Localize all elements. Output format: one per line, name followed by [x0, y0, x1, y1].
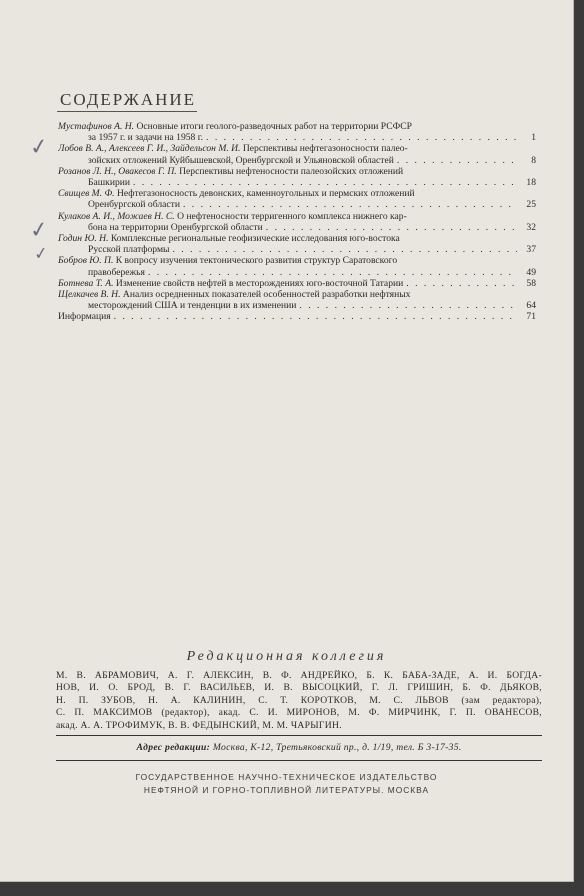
toc-entry: [58, 211, 536, 233]
divider: [56, 760, 542, 761]
toc-entry: [58, 289, 536, 311]
table-of-contents: [58, 121, 536, 323]
toc-entry-line: [58, 177, 536, 188]
toc-entry-line: [58, 233, 536, 244]
toc-entry: [58, 233, 536, 255]
toc-entry-line: [58, 255, 536, 266]
toc-entry-title: К вопросу изучения тектонического развития структур Саратовского: [115, 255, 398, 267]
toc-entry-line: [58, 121, 536, 132]
toc-entry-line: [58, 211, 536, 222]
editorial-board-members: [56, 670, 542, 732]
publisher-line-1: ГОСУДАРСТВЕННОЕ НАУЧНО-ТЕХНИЧЕСКОЕ ИЗДАТЕЛЬСТВО: [135, 772, 438, 782]
toc-entry-title: Информация: [58, 311, 111, 323]
editorial-board-line: М. В. АБРАМОВИЧ, А. Г. АЛЕКСИН, В. Ф. АНДРЕЙКО, Б. К. БАБА-ЗАДЕ, А. И. БОГДА-: [56, 670, 542, 681]
publisher-imprint: [0, 771, 573, 796]
address-text: Москва, К-12, Третьяковский пр., д. 1/19, тел. Б 3-17-35.: [212, 742, 462, 753]
toc-entry-author: Мустафинов А. Н.: [58, 121, 135, 132]
toc-entry: [58, 278, 536, 289]
toc-entry-author: Лобов В. А., Алексеев Г. И., Зайдельсон М. И.: [58, 143, 241, 155]
toc-entry-author: Щелкачев В. Н.: [58, 289, 121, 301]
toc-page-number: 18: [526, 177, 536, 189]
toc-entry-title: бона на территории Оренбургской области: [88, 221, 263, 233]
toc-entry-line: [58, 289, 536, 300]
editorial-board-line: Н. П. ЗУБОВ, Н. А. КАЛИНИН, С. Т. КОРОТКОВ, М. С. ЛЬВОВ (зам редактора),: [56, 694, 542, 706]
toc-page-number: 49: [526, 266, 536, 278]
editorial-board-line: акад. А. А. ТРОФИМУК, В. В. ФЕДЫНСКИЙ, М. М. ЧАРЫГИН.: [56, 719, 342, 731]
toc-leader-dots: [406, 278, 517, 289]
toc-leader-dots: [148, 267, 517, 278]
toc-leader-dots: [206, 132, 517, 143]
toc-entry-line: [58, 166, 536, 177]
editorial-board-line: НОВ, И. О. БРОД, В. Г. ВАСИЛЬЕВ, И. В. ВЫСОЦКИЙ, Г. Л. ГРИШИН, Б. Ф. ДЬЯКОВ,: [56, 682, 542, 694]
toc-entry-author: Розанов Л. Н., Овакесов Г. П.: [58, 165, 177, 177]
toc-leader-dots: [299, 300, 517, 311]
toc-entry-title: Нефтегазоносность девонских, каменноугольных и пермских отложений: [116, 188, 415, 200]
pencil-check-mark-icon: ✓: [28, 133, 51, 162]
toc-entry-author: Свищев М. Ф.: [58, 188, 115, 200]
toc-entry-title: Башкирии: [88, 177, 131, 189]
toc-entry-title: Анализ осредненных показателей особенностей разработки нефтяных: [122, 289, 411, 301]
toc-entry-author: Бобров Ю. П.: [58, 255, 114, 267]
toc-entry-author: Ботнева Т. А.: [58, 277, 114, 289]
toc-entry-title: за 1957 г. и задачи на 1958 г.: [88, 132, 204, 144]
toc-entry: [58, 188, 536, 210]
editorial-board-line: С. П. МАКСИМОВ (редактор), акад. С. И. МИРОНОВ, М. Ф. МИРЧИНК, Г. П. ОВАНЕСОВ,: [56, 707, 542, 719]
toc-entry-line: [58, 143, 536, 154]
editorial-address: [56, 742, 542, 753]
toc-entry-title: месторождений США и тенденции в их изменении: [88, 300, 297, 312]
toc-entry-title: Перспективы нефтеносности палеозойских отложений: [179, 165, 404, 177]
toc-entry-title: Основные итоги геолого-разведочных работ на территории РСФСР: [136, 121, 412, 132]
toc-entry-title: правобережья: [88, 266, 145, 278]
toc-entry: [58, 166, 536, 188]
toc-entry: [58, 311, 536, 322]
toc-entry-line: [58, 188, 536, 199]
toc-page-number: 1: [531, 132, 536, 144]
editorial-board-title: Редакционная коллегия: [186, 649, 387, 664]
toc-leader-dots: [266, 222, 517, 233]
toc-entry: [58, 255, 536, 277]
toc-page-number: 32: [526, 221, 536, 233]
toc-entry-line: [58, 267, 536, 278]
toc-leader-dots: [114, 311, 517, 322]
toc-leader-dots: [172, 244, 517, 255]
toc-entry-line: [58, 222, 536, 233]
toc-page-number: 37: [526, 244, 536, 256]
publisher-line-2: НЕФТЯНОЙ И ГОРНО-ТОПЛИВНОЙ ЛИТЕРАТУРЫ. МОСКВА: [143, 784, 430, 795]
toc-entry-title: Русской платформы: [88, 244, 170, 256]
toc-entry-line: [58, 244, 536, 255]
toc-entry-title: Перспективы нефтегазоносности палео-: [242, 143, 408, 155]
toc-leader-dots: [183, 199, 517, 210]
toc-entry-line: [58, 155, 536, 166]
pencil-check-mark-icon: ✓: [28, 216, 51, 245]
toc-entry-line: [58, 278, 536, 289]
pencil-check-mark-icon: ✓: [32, 243, 50, 265]
toc-entry-line: [58, 199, 536, 210]
toc-page-number: 25: [526, 199, 536, 211]
toc-entry-title: Оренбургской области: [88, 199, 180, 211]
toc-entry-title: О нефтеносности терригенного комплекса нижнего кар-: [177, 210, 407, 222]
toc-page-number: 71: [526, 311, 536, 323]
toc-title-underline: [57, 111, 197, 112]
divider: [56, 735, 542, 736]
toc-entry-title: Комплексные региональные геофизические исследования юго-востока: [110, 233, 400, 245]
toc-entry-title: Изменение свойств нефтей в месторождениях юго-восточной Татарии: [115, 277, 404, 289]
toc-entry-line: [58, 300, 536, 311]
toc-entry: [58, 143, 536, 165]
toc-leader-dots: [397, 155, 517, 166]
address-label: Адрес редакции:: [136, 742, 211, 753]
toc-entry: [58, 121, 536, 143]
toc-page-number: 58: [526, 277, 536, 289]
toc-entry-title: зойских отложений Куйбышевской, Оренбургской и Ульяновской областей: [88, 154, 394, 166]
toc-title: СОДЕРЖАНИЕ: [60, 90, 197, 109]
toc-page-number: 8: [531, 154, 536, 166]
toc-entry-line: [58, 132, 536, 143]
toc-entry-line: [58, 311, 536, 322]
toc-entry-author: Годин Ю. Н.: [58, 233, 109, 245]
toc-leader-dots: [133, 177, 517, 188]
toc-entry-author: Кулаков А. И., Можаев Н. С.: [58, 210, 175, 222]
toc-page-number: 64: [526, 300, 536, 312]
